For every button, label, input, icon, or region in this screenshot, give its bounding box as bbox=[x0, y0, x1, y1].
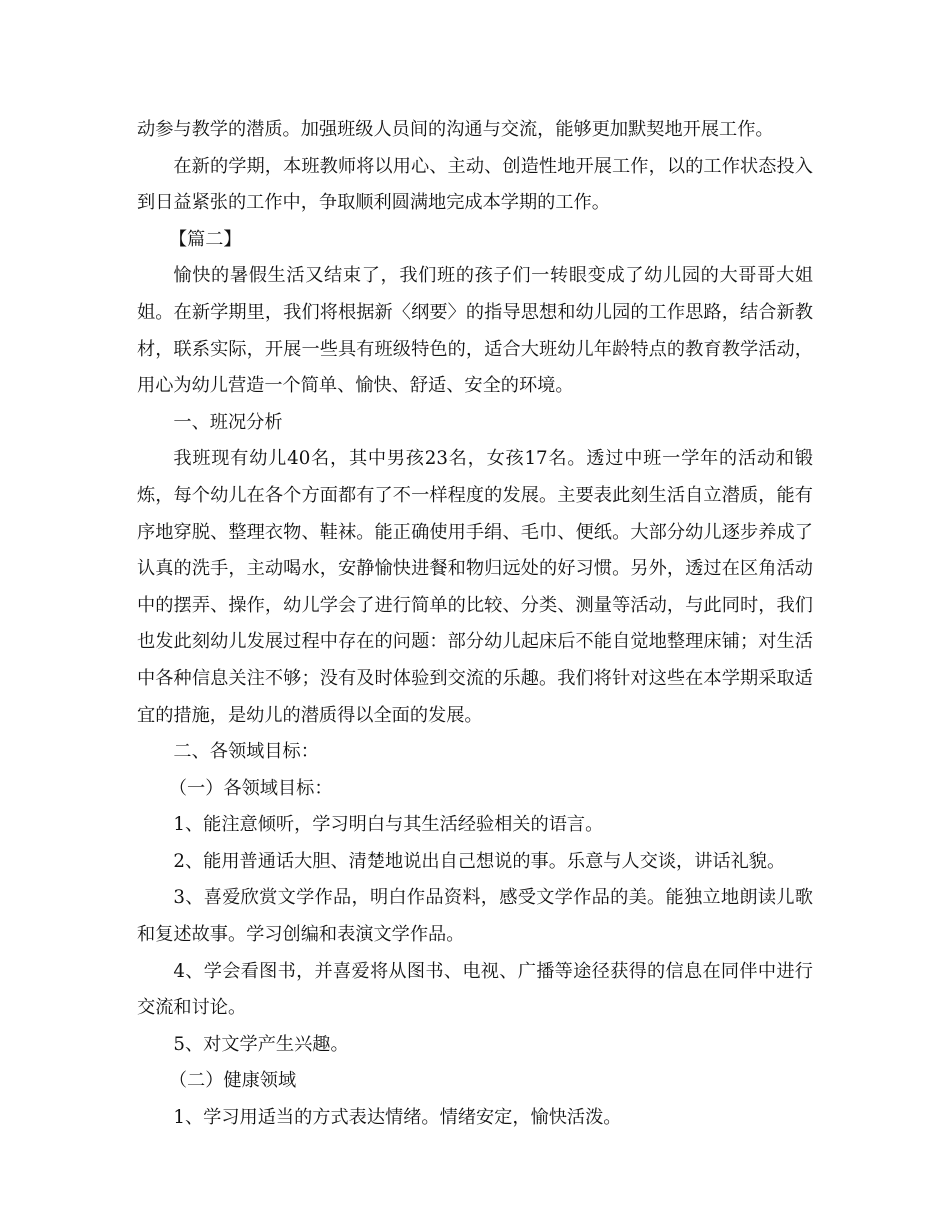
subheading-language-goals: （一）各领域目标： bbox=[168, 777, 333, 799]
subheading-health-domain: （二）健康领域 bbox=[168, 1070, 297, 1092]
heading-class-analysis: 一、班况分析 bbox=[173, 411, 283, 433]
health-item-1: 1、学习用适当的方式表达情绪。情绪安定，愉快活泼。 bbox=[173, 1107, 622, 1129]
paragraph-new-semester: 在新的学期，本班教师将以用心、主动、创造性地开展工作，以的工作状态投入到日益紧张的工作中，争取顺利圆满地完成本学期的工作。 bbox=[137, 155, 813, 214]
paragraph-intro: 愉快的暑假生活又结束了，我们班的孩子们一转眼变成了幼儿园的大哥哥大姐姐。在新学期里，我们将根据新〈纲要〉的指导思想和幼儿园的工作思路，结合新教材，联系实际，开展一些具有班级特色的，适合大班幼儿年龄特点的教育教学活动，用心为幼儿营造一个简单、愉快、舒适、安全的环境。 bbox=[137, 265, 813, 397]
heading-domain-goals: 二、各领域目标： bbox=[173, 741, 319, 763]
paragraph-class-analysis: 我班现有幼儿40名，其中男孩23名，女孩17名。透过中班一学年的活动和锻炼，每个幼儿在各个方面都有了不一样程度的发展。主要表此刻生活自立潜质，能有序地穿脱、整理衣物、鞋袜。能正确使用手绢、毛巾、便纸。大部分幼儿逐步养成了认真的洗手，主动喝水，安静愉快进餐和物归远处的好习惯。另外，透过在区角活动中的摆弄、操作，幼儿学会了进行简单的比较、分类、测量等活动，与此同时，我们也发此刻幼儿发展过程中存在的问题：部分幼儿起床后不能自觉地整理床铺；对生活中各种信息关注不够；没有及时体验到交流的乐趣。我们将针对这些在本学期采取适宜的措施，是幼儿的潜质得以全面的发展。 bbox=[137, 448, 813, 726]
goal-item-2: 2、能用普通话大胆、清楚地说出自己想说的事。乐意与人交谈，讲话礼貌。 bbox=[173, 850, 786, 872]
paragraph-continuation: 动参与教学的潜质。加强班级人员间的沟通与交流，能够更加默契地开展工作。 bbox=[137, 119, 774, 140]
document-body bbox=[137, 112, 813, 1137]
goal-item-3: 3、喜爱欣赏文学作品，明白作品资料，感受文学作品的美。能独立地朗读儿歌和复述故事。学习创编和表演文学作品。 bbox=[137, 887, 813, 946]
section-heading-part-two: 【篇二】 bbox=[168, 228, 242, 250]
goal-item-1: 1、能注意倾听，学习明白与其生活经验相关的语言。 bbox=[173, 814, 604, 836]
goal-item-5: 5、对文学产生兴趣。 bbox=[173, 1033, 349, 1055]
goal-item-4: 4、学会看图书，并喜爱将从图书、电视、广播等途径获得的信息在同伴中进行交流和讨论。 bbox=[137, 960, 813, 1019]
